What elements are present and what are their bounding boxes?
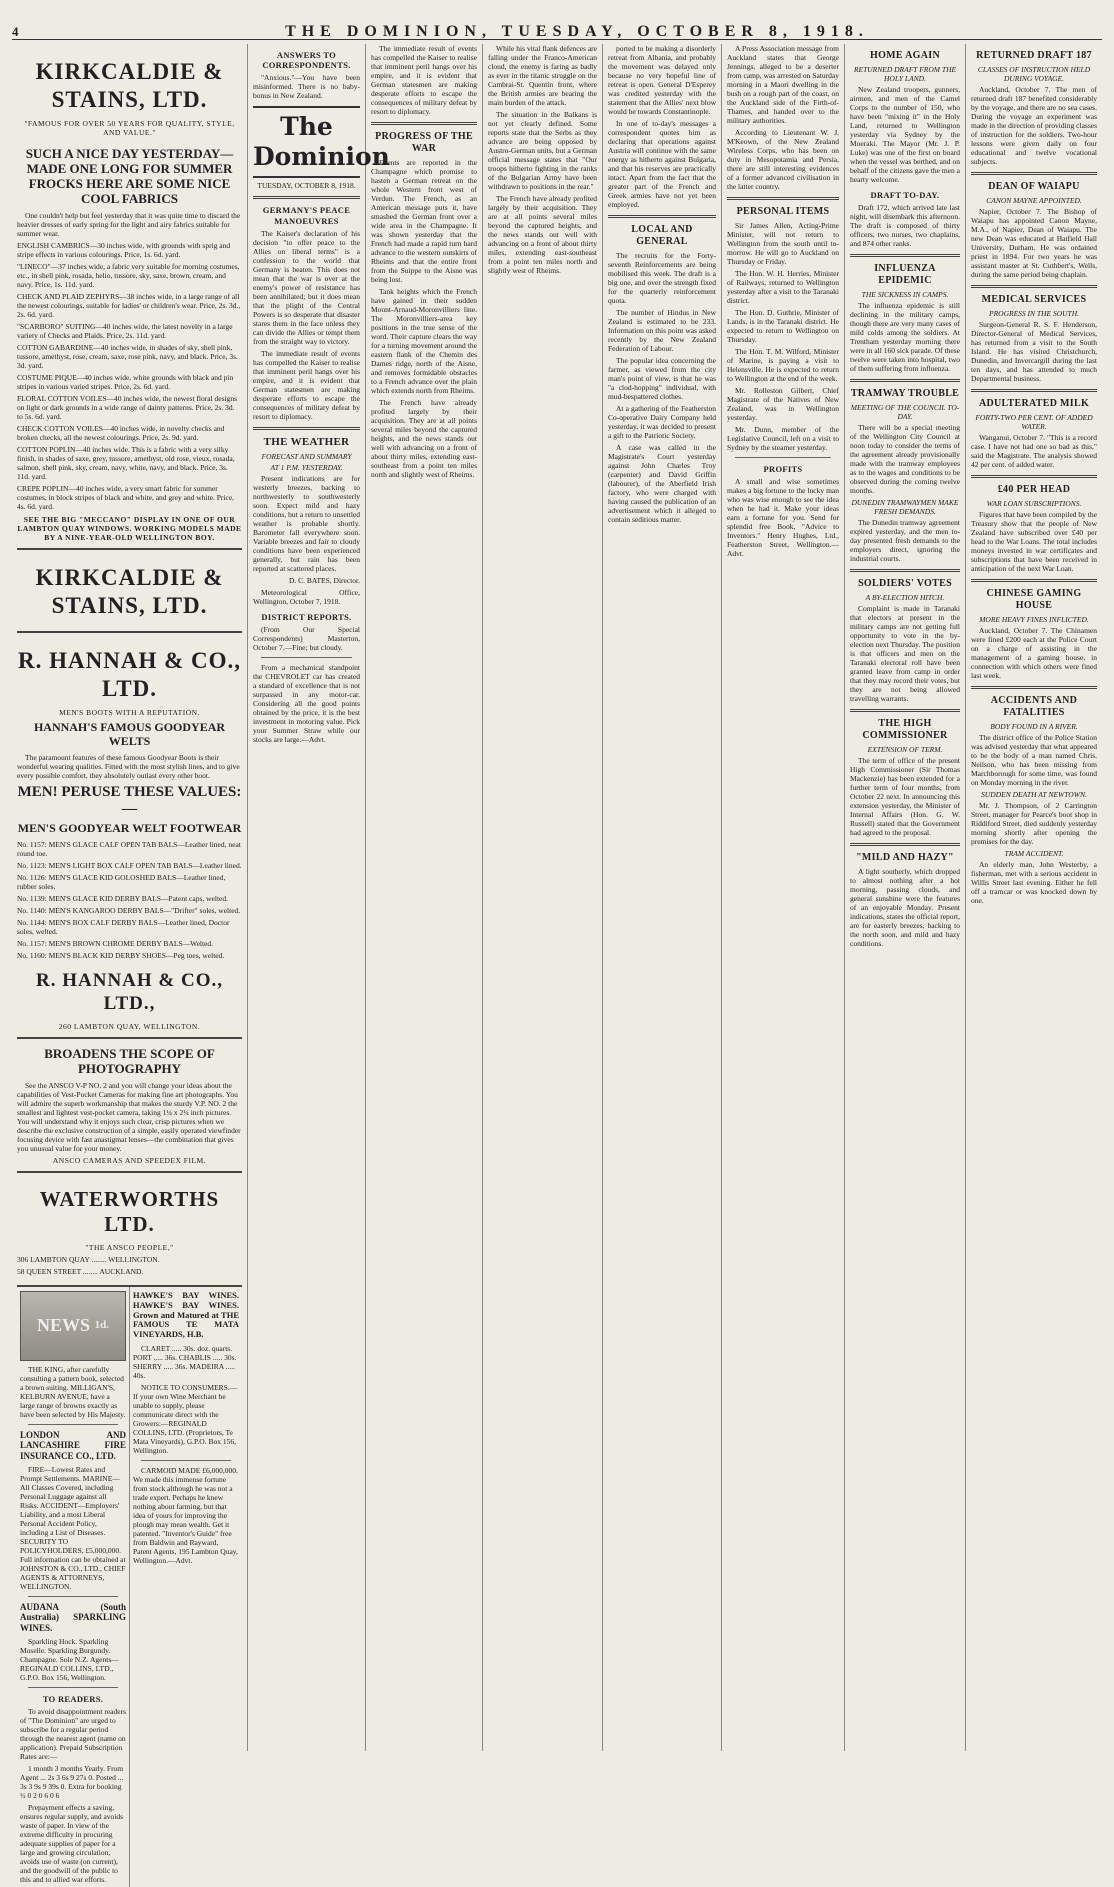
kirkcaldie-tagline: "FAMOUS FOR OVER 50 YEARS FOR QUALITY, STYLE, AND VALUE." <box>24 119 235 138</box>
personal-paragraph: The Hon. D. Guthrie, Minister of Lands, is in the Taranaki district. He expected to return to Wellington on Thursday. <box>727 308 839 344</box>
weather-sub: FORECAST AND SUMMARY <box>261 451 352 461</box>
local-paragraph: The popular idea concerning the farmer, as viewed from the city man's point of view, is that he was "a clod-hopping" individual, with mud-bespattered clothes. <box>608 356 716 401</box>
soldiers-body: Complaint is made in Taranaki that electors at present in the military camps are not getting full opportunity to vote in the by-election next Thursday. The position is that officers and men on the Taranaki electoral roll have been granted leave from camp in order that they may record their votes, but they are not being allowed travelling warrants. <box>850 604 960 704</box>
ansco-ad <box>17 1039 242 1173</box>
milk-head: ADULTERATED MILK <box>978 398 1090 409</box>
kirkcaldie-intro: One couldn't help but feel yesterday that it was quite time to discard the heavier dresses of early spring for the light and airy fabrics suitable for summer wear. <box>17 210 241 238</box>
home-head: HOME AGAIN <box>870 50 940 61</box>
gaming-body: Auckland, October 7. The Chinamen were fined £200 each at the Police Court on a charge of assisting in the management of a gaming house, in connection with which others were fined last week. <box>971 626 1097 680</box>
tramway-sub: MEETING OF THE COUNCIL TO-DAY. <box>850 403 960 422</box>
dateline: TUESDAY, OCTOBER 8, 1918. <box>257 181 356 191</box>
gaming-head: CHINESE GAMING HOUSE <box>986 588 1082 611</box>
kirkcaldie-headline: SUCH A NICE DAY YESTERDAY—MADE ONE LONG FOR SUMMER FROCKS HERE ARE SOME NICE COOL FABRICS <box>25 146 234 206</box>
small-ads-left <box>17 1287 130 1887</box>
audana-body: Sparkling Hock. Sparkling Moselle. Sparkling Burgundy. Champagne. Sole N.Z. Agents—REGINALD COLLINS, LTD., G.P.O. Box 156, Wellington. <box>20 1637 119 1683</box>
kirkcaldie-name-2: KIRKCALDIE & STAINS, LTD. <box>35 564 224 618</box>
page-number: 4 <box>12 23 19 39</box>
balkans-paragraph: In one of to-day's messages a correspondent quotes him as declaring that operations against Austria will continue with the same energy as hitherto against Bulgaria, and that his reserves are practically intact. Apart from the fact that the greater part of the French and Greek armies have not yet been employed. <box>608 119 716 209</box>
news-paragraph: According to Lieutenant W. J. M'Keown, of the New Zealand Wireless Corps, who has been on duty in Mesopotamia and Persia, there are still interesting evidences of a former advanced civilisation in the latter country. <box>727 128 839 191</box>
kirkcaldie-item: CHECK COTTON VOILES—40 inches wide, in novelty checks and broken checks, all the newest colourings. Price, 2s. 9d. yard. <box>17 423 225 442</box>
hannah-item: No. 1144: MEN'S BOX CALF DERBY BALS—Leather lined, Doctor soles, welted. <box>17 918 230 937</box>
mild-head: "MILD AND HAZY" <box>856 852 954 864</box>
hannah-sub: MEN'S GOODYEAR WELT FOOTWEAR <box>17 821 242 836</box>
hannah-item: No. 1160: MEN'S BLACK KID DERBY SHOES—Peg toes, welted. <box>17 951 225 961</box>
column-personal <box>722 44 845 1751</box>
audana-name: AUDANA (South Australia) SPARKLING WINES. <box>20 1602 126 1633</box>
kirkcaldie-item: "LINECO"—37 inches wide, a fabric very suitable for morning costumes, etc., in shell pink, rosada, helio, tussore, sky, saxe, brown, cream, and navy. Price, 1s. 11d. yard. <box>17 261 240 289</box>
king-ad: THE KING, after carefully consulting a pattern book, selected a brown suiting. MILLIGAN'S, KELBURN AVENUE, have a large range of browns exactly as have been selected by His Majesty. <box>20 1365 126 1420</box>
returned-head: RETURNED DRAFT 187 <box>976 50 1092 61</box>
hannah-name: R. HANNAH & CO., LTD. <box>18 648 241 701</box>
hannah-tagline: MEN'S BOOTS WITH A REPUTATION. <box>59 708 200 718</box>
body-head: BODY FOUND IN A RIVER. <box>990 722 1078 731</box>
waiapu-head: DEAN OF WAIAPU <box>988 181 1080 192</box>
district-body: (From Our Special Correspondents) Masterton, October 7.—Fine; but cloudy. <box>253 625 360 653</box>
hannah-item: No. 1139: MEN'S GLACE KID DERBY BALS—Patent caps, welted. <box>17 894 228 904</box>
war-paragraph: While his vital flank defences are falling under the Franco-American cloud, the enemy is faring as badly as ever in the titanic struggle on the Cambrai-St. Quentin front, where the British armies are bearing the main burden of the attack. <box>488 44 597 107</box>
hawkes-body: NOTICE TO CONSUMERS.—If your own Wine Merchant be unable to supply, please communicate direct with the Growers:—REGINALD COLLINS, LTD. (Proprietors, Te Mata Vineyards), G.P.O. Box 156, Wellington. <box>133 1382 238 1455</box>
body-body: The district office of the Police Station was advised yesterday that what appeared to be the body of a man named Chris. Neilson, who has been missing from Marchborough for some time, was found on Monday morning in the river. <box>971 733 1097 787</box>
waiapu-body: Napier, October 7. The Bishop of Waiapu has appointed Canon Mayne, M.A., of Napier, Dean of Waiapu. The new Dean was educated at Hatfield Hall University, Durham. He was ordained priest in 1894. For two years he was assistant master at St. Cuthbert's, Wells, during the same period being chaplain. <box>971 207 1097 279</box>
carmoid-ad: CARMOID MADE £6,000,000. We made this immense fortune from stock although he was not a trade expert. Perhaps he knew nothing about farming, but that idea of yours for improving the plough may mean wealth. Get it patented. "Inventor's Guide" free from Baldwin and Rayward, Patent Agents, 195 Lambton Quay, Wellington.—Advt. <box>133 1465 238 1565</box>
influenza-head: INFLUENZA EPIDEMIC <box>874 263 936 287</box>
masthead <box>12 24 1102 40</box>
readers-footer: Prepayment effects a saving, ensures regular supply, and avoids waste of paper. In view of the extreme difficulty in procuring adequate supplies of paper for a large and growing circulation, avoids use of waste (on current), and the goodwill of the public to this and to allied war efforts. <box>20 1803 124 1885</box>
soldiers-head: SOLDIERS' VOTES <box>858 578 952 590</box>
war-paragraph: The French have already profited largely by their acquisition. They are at all points several miles beyond the captured heights, and the news stands out well with advancing on a front of about thirty miles, extending east-southeast from a point ten miles north and slightly west of Rheims. <box>371 398 477 479</box>
tramway-head: TRAMWAY TROUBLE <box>850 388 960 400</box>
ansco-head: BROADENS THE SCOPE OF PHOTOGRAPHY <box>44 1045 215 1076</box>
tram-head: TRAM ACCIDENT. <box>1004 849 1064 858</box>
commissioner-head: THE HIGH COMMISSIONER <box>862 718 948 742</box>
readers-body: To avoid disappointment readers of "The Dominion" are urged to subscribe for a regular period through the nearest agent (name on application). Prepaid Subscription Rates are:— <box>20 1707 126 1762</box>
local-paragraph: The recruits for the Forty-seventh Reinforcements are being mobilised this week. The draft is a big one, and over the strength fixed for the quarterly reinforcement quota. <box>608 251 716 305</box>
war-paragraph: The French have already profited largely by their acquisition. They are at all points several miles beyond the captured heights, and the news stands out well with advancing on a front of about thirty miles, extending east-southeast from a point ten miles north and slightly west of Rheims. <box>488 194 597 275</box>
readers-head: TO READERS. <box>42 1694 104 1705</box>
personal-paragraph: The Hon. T. M. Wilford, Minister of Marine, is paying a visit to Helensville. He is expected to return to Wellington at the end of the week. <box>727 347 839 383</box>
columns <box>12 44 1102 1885</box>
weather-office: Meteorological Office, Wellington, October 7, 1918. <box>253 587 360 606</box>
local-paragraph: A case was called in the Magistrate's Court yesterday against John Charles Troy (carpenter) and David Griffin (labourer), of the Aberfield Irish factory, who were charged with having caused the publication of an advertisement which it alleged to contain seditious matter. <box>608 443 716 524</box>
personal-paragraph: The Hon. W. H. Herries, Minister of Railways, returned to Wellington yesterday after a visit to the Taranaki district. <box>727 269 839 305</box>
profits-body: A small and wise sometimes makes a big fortune to the lucky man who was wise enough to see the idea when he had it. Make your ideas earn a fortune for you. Send for splendid free Book, "Advice to Inventors." Henry Hughes, Ltd., Featherston Street, Wellington.—Advt. <box>727 477 839 559</box>
waterworths-tag: "THE ANSCO PEOPLE," <box>85 1243 174 1253</box>
war-paragraph: The situation in the Balkans is not yet clearly defined. Some reports state that the Serbs as they advance are being opposed by Austro-German units, but a German official message states that "Our troops hitherto fighting in the ranks of the Bulgarian Army have been withdrawn to positions in the rear." <box>488 110 597 191</box>
weather-sign: D. C. BATES, Director. <box>288 575 360 585</box>
tram-body: An elderly man, John Westerby, a fisherman, met with a serious accident in Willis Street last evening. Either he fell off a tramcar or was knocked down by one. <box>971 860 1097 905</box>
ansco-footer: ANSCO CAMERAS AND SPEEDEX FILM. <box>52 1155 207 1165</box>
london-body: FIRE—Lowest Rates and Prompt Settlements. MARINE—All Classes Covered, including Personal Luggage against all Risks. ACCIDENT—Employers' Liability, and a most Liberal Personal Accident Policy, including a List of Diseases. SECURITY TO POLICYHOLDERS, £5,000,000. Full information can be obtained at JOHNSTON & CO., LTD., CHIEF AGENTS & ATTORNEYS, WELLINGTON. <box>20 1465 126 1592</box>
hannah-name-2: R. HANNAH & CO., LTD., <box>36 970 223 1014</box>
loan-body: Figures that have been compiled by the Treasury show that the people of New Zealand have subscribed over £40 per head to the War Loans. The total includes moneys invested in war certificates and subscriptions that have been received in anticipation of the next War Loan. <box>971 510 1097 573</box>
kirkcaldie-name: KIRKCALDIE & STAINS, LTD. <box>35 59 224 112</box>
london-name: LONDON AND LANCASHIRE FIRE INSURANCE CO., LTD. <box>20 1430 126 1461</box>
draft-body: Draft 172, which arrived late last night, will disembark this afternoon. The draft is composed of thirty officers, two nurses, two chaplains, and 874 other ranks. <box>850 203 960 249</box>
hannah-item: No. 1123: MEN'S LIGHT BOX CALF OPEN TAB BALS—Leather lined. <box>17 861 242 871</box>
dunedin-body: The Dunedin tramway agreement expired yesterday, and the men to-day presented fresh demands to the employers direct, ignoring the industrial courts. <box>850 518 960 564</box>
war-paragraph: Tank heights which the French have gained in their sudden Mount-Arnaud-Moronvilliers line. The Moronvilliers-area key positions in the true sense of the word. Their capture clears the way for a turning movement around the eastern flank of the Chemin des Dames ridge, north of the Aisne, and removes formidable obstacles to a French advance over the plain which extends north from Rheims. <box>371 287 477 395</box>
commissioner-sub: EXTENSION OF TERM. <box>867 745 943 755</box>
column-editorial <box>248 44 390 1751</box>
news-illustration <box>20 1291 126 1361</box>
kirkcaldie-item: CHECK AND PLAID ZEPHYRS—38 inches wide, in a large range of all the newest colourings, suitable for ladies' or children's wear. Price, 2s. 3d., 2s. 6d. yard. <box>17 291 241 319</box>
hannah-ad <box>17 633 242 1039</box>
kirkcaldie-item: CREPE POPLIN—40 inches wide, a very smart fabric for summer costumes, in block stripes of black and white, and grey and white. Price, 4s. 6d. yard. <box>17 483 235 511</box>
chevrolet-ad: From a mechanical standpoint the CHEVROLET car has created a standard of excellence that is not surpassed in any motor-car. Considering all the good points obtained by the price, it is the best investment in motoring value. Pick your Summer Straw while our stocks are large.—Advt. <box>253 663 360 745</box>
kirkcaldie-ad <box>17 44 242 550</box>
kirkcaldie-ad-2 <box>17 550 242 633</box>
small-ads-right <box>130 1287 242 1887</box>
dominion-nameplate: The Dominion <box>253 106 360 178</box>
returned-body: Auckland, October 7. The men of returned draft 187 benefited considerably by the voyage, and there are no sea cases. During the voyage an experiment was made in the direction of providing classes of instruction for the soldiers. Two-hour lessons were given daily on four educational and twelve vocational subjects. <box>971 85 1097 166</box>
mild-body: A light southerly, which dropped to almost nothing after a hot morning, passing clouds, and general sunshine were the features of an enjoyable Monday. Present indications, states the official report, are for easterly breezes, backing to the north soon, and mild and hazy conditions. <box>850 867 960 949</box>
subscription-rates: 1 month 3 months Yearly. From Agent ... 2s 3 6s 9 27s 0. Posted ... 3s 3 9s 9 39s 0. Extra for booking ½ 0 2 0 6 0 6 <box>20 1764 124 1801</box>
loan-head: WAR LOAN SUBSCRIPTIONS. <box>986 499 1082 508</box>
column-war-2 <box>483 44 603 1751</box>
small-ads <box>17 1287 242 1887</box>
personal-paragraph: Mr. Rolleston Gilbert, Chief Magistrate of the Natives of New Zealand, was in Wellington yesterday. <box>727 386 839 422</box>
hannah-item: No. 1157: MEN'S GLACE CALF OPEN TAB BALS—Leather lined, neat round toe. <box>17 840 241 859</box>
kirkcaldie-item: COTTON GABARDINE—40 inches wide, in shades of sky, shell pink, tussore, amethyst, rose, cream, saxe, rose pink, navy, and black. Price, 3s. 3d. yard. <box>17 342 238 370</box>
death-head: SUDDEN DEATH AT NEWTOWN. <box>981 790 1087 799</box>
waiapu-sub: CANON MAYNE APPOINTED. <box>986 196 1082 205</box>
medical-head: MEDICAL SERVICES <box>981 294 1087 305</box>
home-sub: RETURNED DRAFT FROM THE HOLY LAND. <box>853 65 957 83</box>
local-paragraph: At a gathering of the Featherston Co-operative Dairy Company held yesterday, it was decided to present a gift to the Patriotic Society. <box>608 404 716 440</box>
peace-paragraph: The immediate result of events has compelled the Kaiser to realise that imminent peril hangs over his empire, and it is evident that German statesmen are making desperate efforts to escape the consequences of military defeat by resort to diplomacy. <box>253 348 360 421</box>
correspondents-body: "Anxious."—You have been misinformed. There is no baby-bonus in New Zealand. <box>253 73 360 101</box>
weather-body: Present indications are for westerly breezes, backing to northwesterly to southwesterly soon. Expect mild and hazy conditions, but a return to unsettled weather is probable shortly. Barometer fall everywhere soon. Variable breezes and fair to cloudy conditions have been experienced generally, but rain has been reported at scattered places. <box>253 473 360 573</box>
medical-body: Surgeon-General R. S. F. Henderson, Director-General of Medical Services, has returned from a visit to the South Island. He has visited Christchurch, Dunedin, and Invercargill during the last ten days, and has attended to much Departmental business. <box>971 320 1097 383</box>
peace-head: GERMANY'S PEACE MANOEUVRES <box>262 205 351 226</box>
waterworths-address: 58 QUEEN STREET ........ AUCKLAND. <box>17 1267 144 1277</box>
waterworths-ad <box>17 1173 242 1287</box>
death-body: Mr. J. Thompson, of 2 Carrington Street, manager for Pearce's boot shop in Riddiford Street, died suddenly yesterday morning shortly after opening the premises for the day. <box>971 801 1097 846</box>
column-right <box>966 44 1102 1751</box>
local-paragraph: The number of Hindus in New Zealand is estimated to be 233. Information on this point was asked recently by the New Zealand Federation of Labour. <box>608 308 716 353</box>
profits-head: PROFITS <box>763 464 803 474</box>
soldiers-sub: A BY-ELECTION HITCH. <box>865 593 945 603</box>
weather-head: THE WEATHER <box>263 435 350 448</box>
peace-paragraph: The Kaiser's declaration of his decision "to offer peace to the Allies on liberal terms" is a confession to the world that Germany is beaten. This does not mean that the war is over at the enemy's power of resistance has been annihilated; but it does mean that the plight of the Central Powers is so desperate that disaster stares them in the face unless they can divide the Allies or tempt them from the straight way to victory. <box>253 228 360 346</box>
running-title: THE DOMINION, TUESDAY, OCTOBER 8, 1918. <box>285 22 869 40</box>
kirkcaldie-item: ENGLISH CAMBRICS—30 inches wide, with grounds with sprig and stripe effects in various colourings. Price, 1s. 6d. yard. <box>17 240 231 259</box>
district-head: DISTRICT REPORTS. <box>261 611 352 622</box>
accidents-head: ACCIDENTS AND FATALITIES <box>990 695 1078 718</box>
peace-continued: The immediate result of events has compelled the Kaiser to realise that imminent peril hangs over his empire, and it is evident that German statesmen are making desperate efforts to escape the consequences of military defeat by resort to diplomacy. <box>371 44 477 116</box>
column-home <box>845 44 966 1751</box>
milk-sub: FORTY-TWO PER CENT. OF ADDED WATER. <box>975 413 1093 431</box>
dunedin-head: DUNEDIN TRAMWAYMEN MAKE FRESH DEMANDS. <box>851 498 959 517</box>
weather-time: AT 1 P.M. YESTERDAY. <box>270 462 343 472</box>
ansco-body: See the ANSCO V-P NO. 2 and you will change your ideas about the capabilities of Vest-Pocket Cameras for making fine art photographs. You will admire the superb workmanship that makes the sturdy V.P. NO. 2 the smallest and lightest vest-pocket camera, taking 1¼ x 2¼ inch pictures. You will understand why it enjoys such clear, crisp pictures when we describe the exclusive construction of a simple, easily operated viewfinder focusing device with fast anastigmat lenses—the combination that gives you unusual value for your money. <box>17 1080 241 1153</box>
personal-head: PERSONAL ITEMS <box>736 206 830 217</box>
column-war-1 <box>366 44 483 1751</box>
war-head: PROGRESS OF THE WAR <box>375 131 473 154</box>
correspondents-head: ANSWERS TO CORRESPONDENTS. <box>262 50 351 71</box>
home-body: New Zealand troopers, gunners, airmen, and men of the Camel Corps to the number of 150, who have been "mixing it" in the Holy Land, returned to Wellington yesterday via Sydney by the Moeraki. The Mayor (Mr. J. P. Luke) was one of the first on board when the vessel was berthed, and on behalf of the citizens gave the men a hearty welcome. <box>850 85 960 184</box>
kirkcaldie-item: "SCARBORO" SUITING—40 inches wide, the latest novelty in a large variety of Checks and Plaids. Price, 2s. 11d. yard. <box>17 321 233 340</box>
kirkcaldie-item: FLORAL COTTON VOILES—40 inches wide, the newest floral designs on light or dark grounds in a wide range of dainty patterns. Price, 2s. 3d. to 5s. 6d. yard. <box>17 393 238 421</box>
column-ads <box>12 44 248 1885</box>
draft-head: DRAFT TO-DAY. <box>870 190 940 200</box>
waterworths-name: WATERWORTHS LTD. <box>39 1186 220 1236</box>
hannah-headline: MEN! PERUSE THESE VALUES:— <box>17 783 242 818</box>
hannah-address: 260 LAMBTON QUAY, WELLINGTON. <box>58 1021 201 1031</box>
local-head: LOCAL AND GENERAL <box>631 224 693 247</box>
personal-paragraph: Sir James Allen, Acting-Prime Minister, will not return to Wellington from the south until to-morrow. He will go to Auckland on Thursday or Friday. <box>727 221 839 266</box>
forty-head: £40 PER HEAD <box>997 484 1071 495</box>
gaming-sub: MORE HEAVY FINES INFLICTED. <box>979 615 1089 624</box>
influenza-body: The influenza epidemic is still declining in the military camps, though there are very many cases of mild colds among the soldiers. At Trentham yesterday morning there were in all 160 sick parade. Of these twelve were taken into hospital, two of them suffering from influenza. <box>850 301 960 374</box>
hannah-item: No. 1126: MEN'S GLACE KID GOLOSHED BALS—Leather lined, rubber soles. <box>17 873 226 892</box>
personal-paragraph: Mr. Dunn, member of the Legislative Council, left on a visit to Sydney by the steamer yesterday. <box>727 425 839 452</box>
news-paragraph: A Press Association message from Auckland states that George Jennings, alleged to be a deserter from camp, was arrested on Saturday morning in a Maori dwelling in the bush on a rough part of the coast, on the Auckland side of the Firth-of-Thames, and handed over to the military authorities. <box>727 44 839 125</box>
hannah-item: No. 1140: MEN'S KANGAROO DERBY BALS—"Drifter" soles, welted. <box>17 906 241 916</box>
column-local <box>603 44 722 1751</box>
news-price: 1d. <box>94 1319 109 1332</box>
hawkes-head: HAWKE'S BAY WINES. HAWKE'S BAY WINES. Grown and Matured at THE FAMOUS TE MATA VINEYARDS, H.B. <box>133 1290 239 1340</box>
milk-body: Wanganui, October 7. "This is a record case. I have not had one so bad as this," said the Magistrate. The analysis showed 42 per cent. of added water. <box>971 433 1097 469</box>
kirkcaldie-footer: SEE THE BIG "MECCANO" DISPLAY IN ONE OF OUR LAMBTON QUAY WINDOWS. WORKING MODELS MADE BY A NINE-YEAR-OLD WELLINGTON BOY. <box>17 514 242 542</box>
influenza-sub: THE SICKNESS IN CAMPS. <box>861 290 949 300</box>
news-label: NEWS <box>37 1315 91 1336</box>
commissioner-body: The term of office of the present High Commissioner (Sir Thomas Mackenzie) has been extended for a further term of four months, from October 22 next. In announcing this extension yesterday, the Minister of Internal Affairs (Hon. G. W. Russell) stated that the Government had agreed to the proposal. <box>850 756 960 838</box>
hannah-intro: The paramount features of these famous Goodyear Boots is their wonderful wearing qualities. Fitted with the most stylish lines, and to give every possible comfort, they absolutely outlast every other boot. <box>17 752 240 780</box>
tramway-body: There will be a special meeting of the Wellington City Council at noon today to consider the terms of the agreement already provisionally made with the tramway employees as to the wages and conditions to be observed during the coming twelve months. <box>850 423 960 496</box>
hannah-head: HANNAH'S FAMOUS GOODYEAR WELTS <box>33 720 226 749</box>
medical-sub: PROGRESS IN THE SOUTH. <box>989 309 1079 318</box>
balkans-paragraph: ported to be making a disorderly retreat from Albania, and probably the movement was delayed only because no very hopeful line of retreat is open. General D'Esperey was credited yesterday with the statement that the Allies' next blow would be towards Constantinople. <box>608 44 716 116</box>
war-paragraph: Events are reported in the Champagne which promise to hasten a German retreat on the whole Western front west of Verdun. The French, as an American message puts it, have smashed the German front over a wide area in the Champagne. It was shown yesterday that the French had made a rapid turn hard advance to the western outskirts of Rheims and that the entire front from the Suippe to the Aisne was being lost. <box>371 158 477 284</box>
waterworths-address: 306 LAMBTON QUAY ........ WELLINGTON. <box>17 1255 160 1265</box>
wine-prices: CLARET ..... 30s. doz. quarts. PORT ..... 36s. CHABLIS ..... 30s. SHERRY ..... 36s. MADEIRA ..... 40s. <box>133 1343 237 1380</box>
kirkcaldie-item: COSTUME PIQUE—40 inches wide, white grounds with black and pin stripes in various varied stripes. Price, 2s. 6d. yard. <box>17 372 234 391</box>
hannah-item: No. 1157: MEN'S BROWN CHROME DERBY BALS—Welted. <box>17 939 214 949</box>
returned-sub: CLASSES OF INSTRUCTION HELD DURING VOYAGE. <box>977 65 1091 83</box>
kirkcaldie-item: COTTON POPLIN—40 inches wide. This is a fabric with a very silky finish, in shades of saxe, grey, tussore, amethyst, old rose, vieux, rosada, salmon, shell pink, sky, cream, navy, white, navy, and black. Price, 3s. 11d. yard. <box>17 444 235 481</box>
